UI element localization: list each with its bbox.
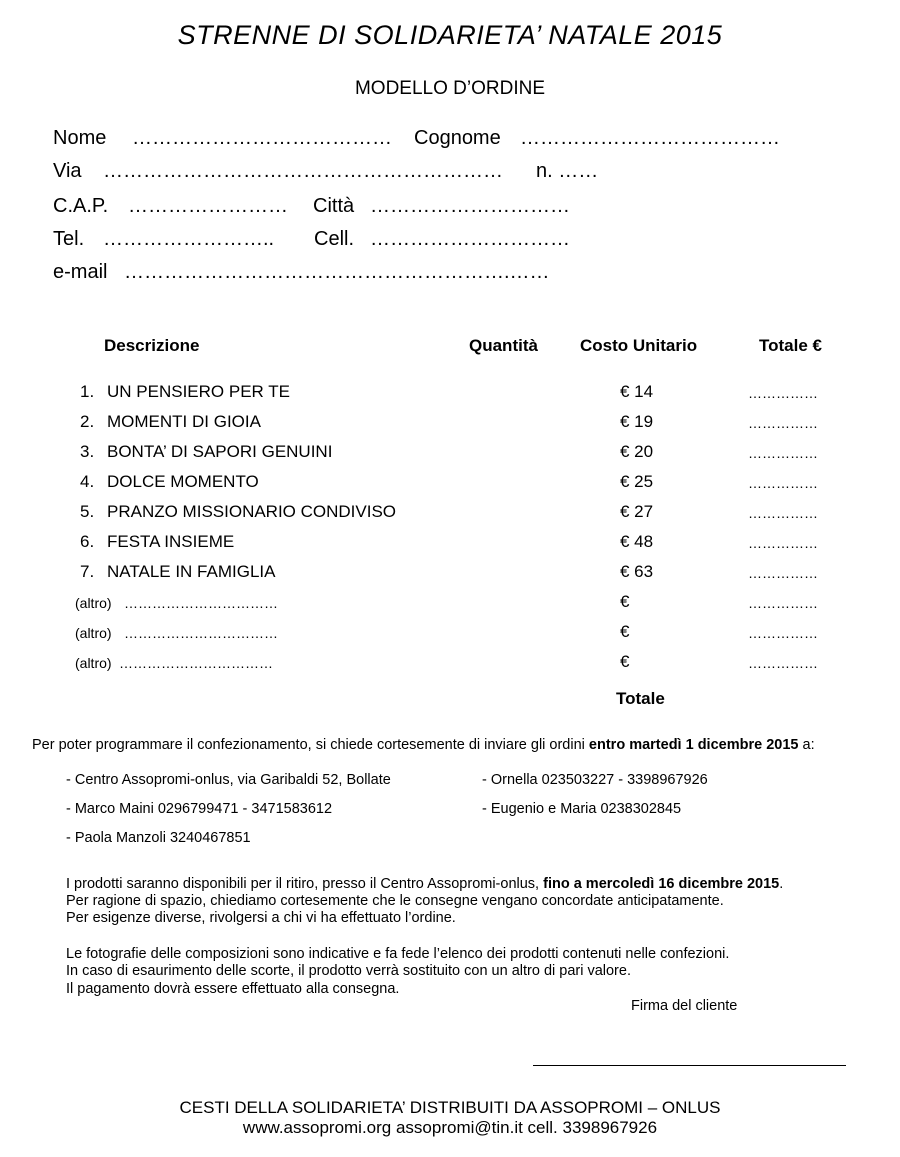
- altro-label: (altro): [75, 595, 112, 611]
- item-description: NATALE IN FAMIGLIA: [107, 562, 276, 581]
- document-subtitle: MODELLO D’ORDINE: [354, 78, 546, 99]
- item-price: € 14: [620, 382, 654, 401]
- tel-label: Tel.: [53, 228, 85, 250]
- delivery-note: Per ragione di spazio, chiediamo cortesemente che le consegne vengano concordate anticipatamente.: [66, 893, 724, 909]
- item-number: 4.: [80, 472, 95, 491]
- item-number: 3.: [80, 442, 95, 461]
- pickup-deadline-date: fino a mercoledì 16 dicembre 2015: [543, 876, 780, 892]
- order-deadline-text: [32, 737, 815, 753]
- order-intro-end: a:: [802, 737, 815, 753]
- payment-note: Il pagamento dovrà essere effettuato alla consegna.: [66, 981, 400, 997]
- footer-contacts: www.assopromi.org assopromi@tin.it cell. 3398967926: [242, 1118, 658, 1137]
- email-label: e-mail: [53, 261, 108, 283]
- tel-field[interactable]: ……………………..: [103, 228, 275, 250]
- altro-description-field[interactable]: ……………………………: [119, 655, 273, 671]
- footer-tagline: CESTI DELLA SOLIDARIETA’ DISTRIBUITI DA ASSOPROMI – ONLUS: [179, 1098, 721, 1117]
- item-description: BONTA’ DI SAPORI GENUINI: [107, 442, 333, 461]
- altro-total-field[interactable]: ……………: [748, 655, 818, 671]
- item-total-field[interactable]: ……………: [748, 445, 818, 461]
- citta-label: Città: [313, 195, 355, 217]
- nome-label: Nome: [53, 127, 107, 149]
- item-total-field[interactable]: ……………: [748, 475, 818, 491]
- contact-item: - Marco Maini 0296799471 - 3471583612: [66, 801, 333, 817]
- item-total-field[interactable]: ……………: [748, 415, 818, 431]
- cell-label: Cell.: [314, 228, 355, 250]
- altro-description-field[interactable]: ……………………………: [124, 595, 278, 611]
- contact-item: - Ornella 023503227 - 3398967926: [482, 772, 708, 788]
- item-price: € 25: [620, 472, 654, 491]
- item-price: € 63: [620, 562, 654, 581]
- contact-item: - Eugenio e Maria 0238302845: [482, 801, 682, 817]
- altro-price-field[interactable]: €: [620, 592, 630, 611]
- cognome-field[interactable]: …………………………………: [520, 127, 780, 149]
- item-number: 1.: [80, 382, 95, 401]
- item-number: 6.: [80, 532, 95, 551]
- item-total-field[interactable]: ……………: [748, 535, 818, 551]
- item-number: 2.: [80, 412, 95, 431]
- header-costo-unitario: Costo Unitario: [580, 336, 698, 355]
- item-number: 7.: [80, 562, 95, 581]
- item-number: 5.: [80, 502, 95, 521]
- document-title: STRENNE DI SOLIDARIETA’ NATALE 2015: [177, 20, 723, 50]
- item-description: UN PENSIERO PER TE: [107, 382, 290, 401]
- substitution-note: In caso di esaurimento delle scorte, il prodotto verrà sostituito con un altro di pari valore.: [66, 963, 631, 979]
- signature-label: Firma del cliente: [631, 998, 738, 1014]
- header-totale: Totale €: [759, 336, 822, 355]
- item-total-field[interactable]: ……………: [748, 385, 818, 401]
- pickup-note: [66, 876, 783, 892]
- signature-line[interactable]: [533, 1065, 846, 1066]
- via-field[interactable]: ……………………………………………………: [103, 160, 503, 182]
- cap-label: C.A.P.: [53, 195, 109, 217]
- item-total-field[interactable]: ……………: [748, 505, 818, 521]
- pickup-note-text: I prodotti saranno disponibili per il ritiro, presso il Centro Assopromi-onlus,: [66, 876, 540, 892]
- altro-description-field[interactable]: ……………………………: [124, 625, 278, 641]
- order-deadline-date: entro martedì 1 dicembre 2015: [588, 737, 799, 753]
- contact-item: - Paola Manzoli 3240467851: [66, 830, 251, 846]
- item-total-field[interactable]: ……………: [748, 565, 818, 581]
- photo-note: Le fotografie delle composizioni sono indicative e fa fede l’elenco dei prodotti contenuti nelle confezioni.: [66, 946, 730, 962]
- header-descrizione: Descrizione: [104, 336, 200, 355]
- item-description: FESTA INSIEME: [107, 532, 235, 551]
- item-price: € 20: [620, 442, 654, 461]
- altro-total-field[interactable]: ……………: [748, 595, 818, 611]
- altro-label: (altro): [75, 655, 112, 671]
- totale-label: Totale: [616, 689, 665, 708]
- citta-field[interactable]: …………………………: [370, 195, 570, 217]
- contact-item: - Centro Assopromi-onlus, via Garibaldi 52, Bollate: [66, 772, 391, 788]
- nome-field[interactable]: …………………………………: [132, 127, 392, 149]
- order-intro-text: Per poter programmare il confezionamento, si chiede cortesemente di inviare gli ordini: [32, 737, 585, 753]
- header-quantita: Quantità: [469, 336, 538, 355]
- altro-label: (altro): [75, 625, 112, 641]
- item-price: € 48: [620, 532, 654, 551]
- numero-field[interactable]: n. ……: [536, 160, 599, 182]
- cell-field[interactable]: …………………………: [370, 228, 570, 250]
- item-description: PRANZO MISSIONARIO CONDIVISO: [107, 502, 397, 521]
- cap-field[interactable]: ……………………: [128, 195, 288, 217]
- pickup-note-end: .: [779, 876, 784, 892]
- altro-price-field[interactable]: €: [620, 652, 630, 671]
- contact-note: Per esigenze diverse, rivolgersi a chi vi ha effettuato l’ordine.: [66, 910, 456, 926]
- altro-total-field[interactable]: ……………: [748, 625, 818, 641]
- via-label: Via: [53, 160, 82, 182]
- cognome-label: Cognome: [414, 127, 501, 149]
- item-description: MOMENTI DI GIOIA: [107, 412, 261, 431]
- altro-price-field[interactable]: €: [620, 622, 630, 641]
- email-field[interactable]: ………………………………………………….……: [124, 261, 550, 283]
- item-price: € 27: [620, 502, 654, 521]
- item-price: € 19: [620, 412, 654, 431]
- item-description: DOLCE MOMENTO: [107, 472, 259, 491]
